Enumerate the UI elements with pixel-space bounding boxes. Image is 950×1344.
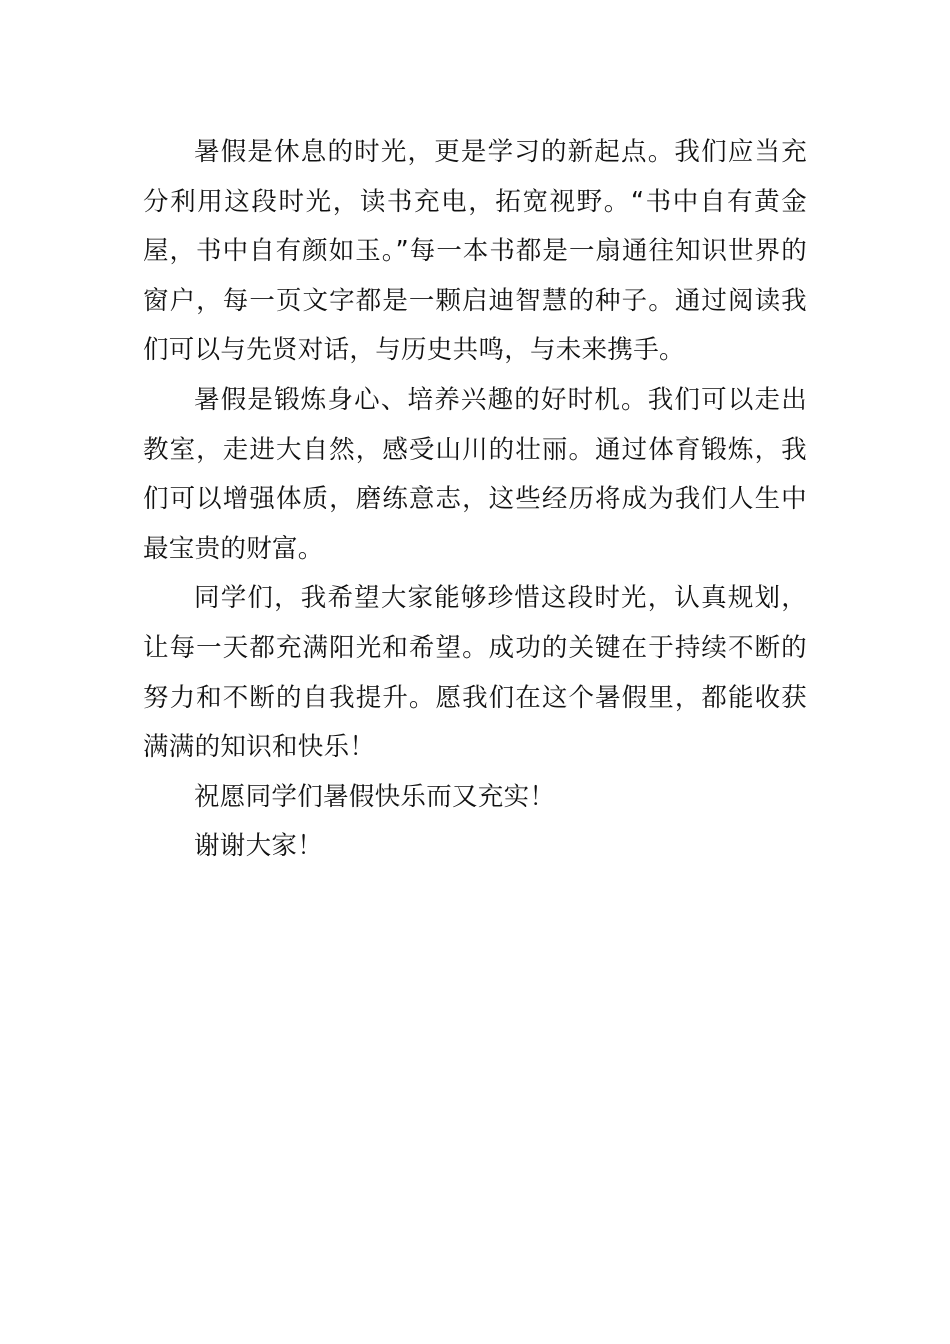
paragraph-exercise: 暑假是锻炼身心、培养兴趣的好时机。我们可以走出教室，走进大自然，感受山川的壮丽。通过体育锻炼，我们可以增强体质，磨练意志，这些经历将成为我们人生中最宝贵的财富。 [143,384,807,564]
paragraph-advice: 同学们，我希望大家能够珍惜这段时光，认真规划，让每一天都充满阳光和希望。成功的关键在于持续不断的努力和不断的自我提升。愿我们在这个暑假里，都能收获满满的知识和快乐！ [143,583,807,763]
paragraph-reading: 暑假是休息的时光，更是学习的新起点。我们应当充分利用这段时光，读书充电，拓宽视野。“书中自有黄金屋，书中自有颜如玉。”每一本书都是一扇通往知识世界的窗户，每一页文字都是一颗启迪智慧的种子。通过阅读我们可以与先贤对话，与历史共鸣，与未来携手。 [143,137,807,366]
document-body [143,128,807,872]
paragraph-thanks: 谢谢大家！ [194,831,324,862]
paragraph-wishes: 祝愿同学们暑假快乐而又充实！ [194,781,556,812]
